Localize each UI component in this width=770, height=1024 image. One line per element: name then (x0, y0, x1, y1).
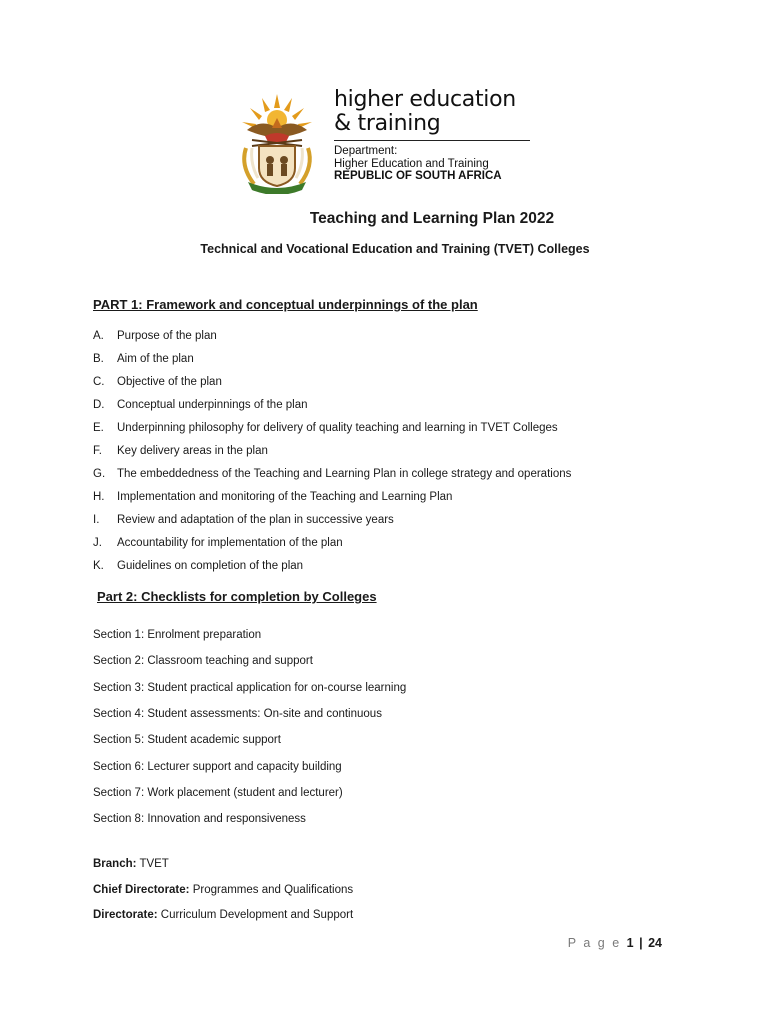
list-item (93, 486, 733, 509)
branch-value: TVET (136, 858, 169, 870)
chief-directorate-value: Programmes and Qualifications (189, 884, 354, 896)
list-letter: C. (93, 375, 105, 388)
department-label: Department: (334, 145, 398, 157)
list-text: The embeddedness of the Teaching and Learning Plan in college strategy and operations (117, 468, 572, 481)
chief-directorate-label: Chief Directorate: (93, 884, 190, 896)
list-letter: K. (93, 560, 104, 573)
section-item: Section 4: Student assessments: On-site and continuous (93, 708, 382, 721)
page-current: 1 (626, 936, 634, 950)
list-item (93, 324, 733, 347)
list-letter: D. (93, 398, 105, 411)
list-text: Conceptual underpinnings of the plan (117, 398, 308, 411)
document-subtitle: Technical and Vocational Education and Training (TVET) Colleges (200, 242, 590, 256)
list-item (93, 532, 733, 555)
page-separator: | (639, 936, 643, 950)
department-name: Higher Education and Training (334, 157, 489, 170)
section-item: Section 8: Innovation and responsiveness (93, 813, 306, 826)
list-text: Accountability for implementation of the plan (117, 537, 343, 550)
list-letter: A. (93, 329, 104, 342)
part1-list (93, 324, 733, 578)
page-total: 24 (648, 936, 662, 950)
list-item (93, 509, 733, 532)
page-number (568, 936, 662, 950)
list-item (93, 393, 733, 416)
list-text: Aim of the plan (117, 352, 194, 365)
list-letter: F. (93, 445, 102, 458)
list-letter: J. (93, 537, 102, 550)
chief-directorate-line (93, 884, 353, 896)
list-item (93, 463, 733, 486)
page-word: P a g e (567, 936, 622, 950)
list-text: Guidelines on completion of the plan (117, 560, 304, 573)
list-letter: E. (93, 421, 104, 434)
directorate-value: Curriculum Development and Support (157, 909, 354, 921)
list-item (93, 347, 733, 370)
list-letter: I. (93, 514, 100, 527)
list-text: Underpinning philosophy for delivery of quality teaching and learning in TVET Colleges (117, 421, 558, 434)
section-item: Section 1: Enrolment preparation (93, 629, 262, 642)
list-letter: H. (93, 491, 105, 504)
list-item (93, 370, 733, 393)
list-text: Objective of the plan (117, 375, 222, 388)
branch-line (93, 858, 169, 870)
part2-heading: Part 2: Checklists for completion by Colleges (97, 589, 377, 604)
brand-name-line1: higher education (334, 87, 516, 112)
list-text: Key delivery areas in the plan (117, 445, 268, 458)
list-text: Implementation and monitoring of the Teaching and Learning Plan (117, 491, 453, 504)
document-title: Teaching and Learning Plan 2022 (309, 210, 555, 227)
list-item (93, 416, 733, 439)
section-item: Section 6: Lecturer support and capacity building (93, 760, 342, 773)
section-item: Section 2: Classroom teaching and support (93, 655, 313, 668)
part1-heading: PART 1: Framework and conceptual underpinnings of the plan (93, 297, 478, 312)
brand-divider (334, 140, 530, 141)
list-item (93, 439, 733, 462)
department-logo (232, 88, 542, 198)
coat-of-arms-icon (232, 90, 322, 194)
branch-label: Branch: (93, 858, 137, 870)
brand-name-line2: & training (334, 111, 441, 136)
country-name: REPUBLIC OF SOUTH AFRICA (334, 170, 502, 182)
directorate-label: Directorate: (93, 909, 158, 921)
list-letter: B. (93, 352, 104, 365)
section-item: Section 7: Work placement (student and lecturer) (93, 786, 343, 799)
directorate-line (93, 909, 353, 921)
section-item: Section 3: Student practical application for on-course learning (93, 681, 407, 694)
list-letter: G. (93, 468, 106, 481)
part2-sections (93, 622, 693, 832)
list-item (93, 555, 733, 578)
list-text: Review and adaptation of the plan in successive years (117, 514, 394, 527)
section-item: Section 5: Student academic support (93, 734, 281, 747)
list-text: Purpose of the plan (117, 329, 217, 342)
brand-text (334, 88, 534, 183)
